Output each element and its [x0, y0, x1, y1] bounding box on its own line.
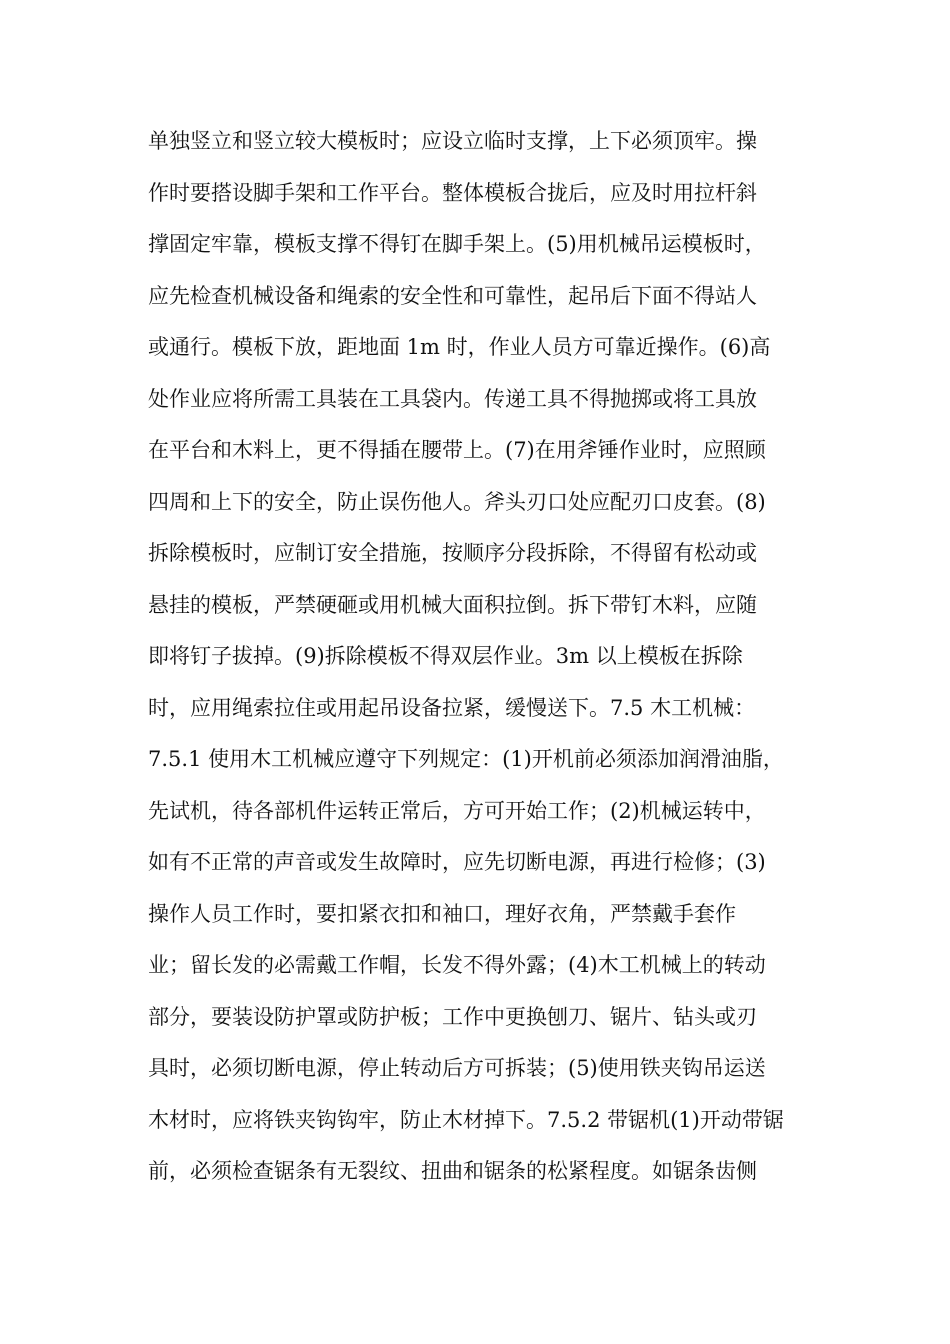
body-text	[148, 116, 828, 1198]
text-line: 四周和上下的安全，防止误伤他人。斧头刃口处应配刃口皮套。(8)	[148, 489, 766, 514]
text-line: 部分，要装设防护罩或防护板；工作中更换刨刀、锯片、钻头或刃	[148, 1004, 757, 1029]
text-line: 木材时，应将铁夹钩钩牢，防止木材掉下。7.5.2 带锯机(1)开动带锯	[148, 1107, 784, 1132]
text-line: 单独竖立和竖立较大模板时；应设立临时支撑，上下必须顶牢。操	[148, 129, 757, 153]
text-line: 先试机，待各部机件运转正常后，方可开始工作；(2)机械运转中，	[148, 798, 766, 823]
text-line: 在平台和木料上，更不得插在腰带上。(7)在用斧锤作业时，应照顾	[148, 438, 766, 462]
text-line: 7.5.1 使用木工机械应遵守下列规定：(1)开机前必须添加润滑油脂，	[148, 747, 784, 771]
text-line: 即将钉子拔掉。(9)拆除模板不得双层作业。3m 以上模板在拆除	[148, 644, 743, 668]
text-line: 如有不正常的声音或发生故障时，应先切断电源，再进行检修；(3)	[148, 850, 766, 874]
text-line: 时，应用绳索拉住或用起吊设备拉紧，缓慢送下。7.5 木工机械：	[148, 695, 756, 720]
text-line: 操作人员工作时，要扣紧衣扣和袖口，理好衣角，严禁戴手套作	[148, 901, 736, 926]
text-line: 作时要搭设脚手架和工作平台。整体模板合拢后，应及时用拉杆斜	[148, 180, 757, 205]
text-line: 撑固定牢靠，模板支撑不得钉在脚手架上。(5)用机械吊运模板时，	[148, 232, 766, 256]
text-line: 具时，必须切断电源，停止转动后方可拆装；(5)使用铁夹钩吊运送	[148, 1056, 766, 1080]
text-line: 前，必须检查锯条有无裂纹、扭曲和锯条的松紧程度。如锯条齿侧	[148, 1159, 757, 1183]
text-line: 业；留长发的必需戴工作帽，长发不得外露；(4)木工机械上的转动	[148, 953, 766, 977]
text-line: 处作业应将所需工具装在工具袋内。传递工具不得抛掷或将工具放	[148, 386, 757, 411]
text-line: 或通行。模板下放，距地面 1m 时，作业人员方可靠近操作。(6)高	[148, 335, 771, 359]
text-line: 拆除模板时，应制订安全措施，按顺序分段拆除，不得留有松动或	[148, 541, 757, 565]
text-line: 应先检查机械设备和绳索的安全性和可靠性，起吊后下面不得站人	[148, 283, 757, 308]
text-line: 悬挂的模板，严禁硬砸或用机械大面积拉倒。拆下带钉木料，应随	[148, 592, 757, 617]
